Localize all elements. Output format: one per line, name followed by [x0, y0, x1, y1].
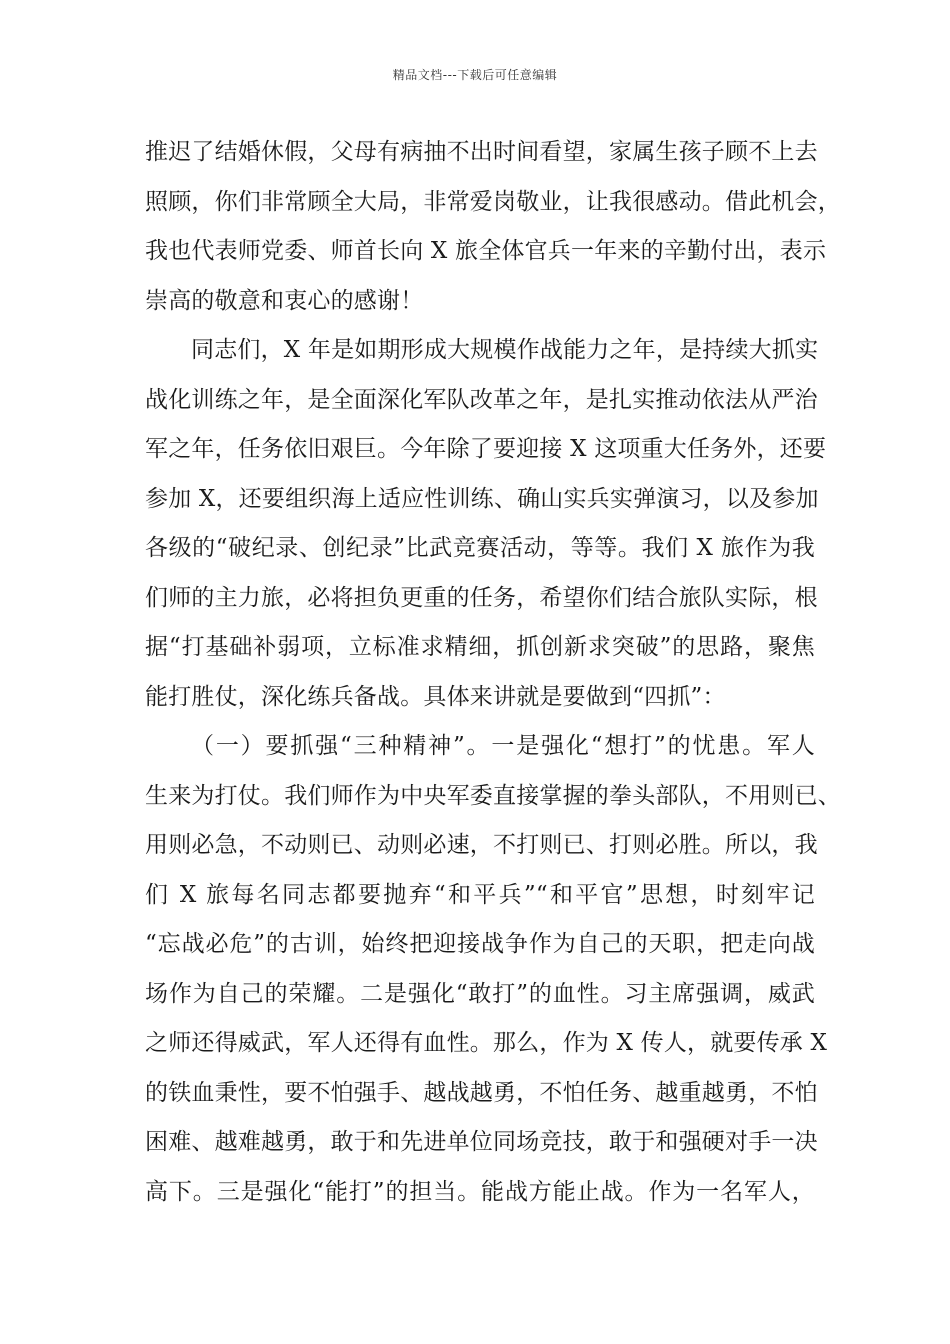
text-line: 军之年，任务依旧艰巨。今年除了要迎接 X 这项重大任务外，还要	[145, 436, 827, 462]
text-line: 用则必急，不动则已、动则必速，不打则已、打则必胜。所以，我	[145, 832, 818, 858]
text-line: 之师还得威武，军人还得有血性。那么，作为 X 传人，就要传承 X	[145, 1030, 828, 1056]
text-line: 们 X 旅每名同志都要抛弃“和平兵”“和平官”思想，时刻牢记	[145, 881, 815, 908]
text-line: 据“打基础补弱项，立标准求精细，抓创新求突破”的思路，聚焦	[145, 634, 815, 660]
body-text	[145, 128, 841, 1217]
text-line: 战化训练之年，是全面深化军队改革之年，是扎实推动依法从严治	[145, 386, 818, 413]
text-line: 的铁血秉性，要不怕强手、越战越勇，不怕任务、越重越勇，不怕	[145, 1079, 818, 1106]
text-line: 推迟了结婚休假，父母有病抽不出时间看望，家属生孩子顾不上去	[145, 139, 818, 165]
text-line: 参加 X，还要组织海上适应性训练、确山实兵实弹演习，以及参加	[145, 485, 819, 512]
text-line: “忘战必危”的古训，始终把迎接战争作为自己的天职，把走向战	[145, 931, 815, 957]
text-line: 场作为自己的荣耀。二是强化“敢打”的血性。习主席强调，威武	[145, 980, 815, 1007]
text-line: 照顾，你们非常顾全大局，非常爱岗敬业，让我很感动。借此机会，	[145, 188, 841, 215]
page-header: 精品文档---下载后可任意编辑	[392, 68, 558, 82]
text-line: 困难、越难越勇，敢于和先进单位同场竞技，敢于和强硬对手一决	[145, 1129, 818, 1155]
text-line: （一）要抓强“三种精神”。一是强化“想打”的忧患。军人	[191, 733, 815, 759]
text-line: 高下。三是强化“能打”的担当。能战方能止战。作为一名军人，	[145, 1178, 815, 1205]
text-line: 能打胜仗，深化练兵备战。具体来讲就是要做到“四抓”：	[145, 683, 726, 710]
text-line: 各级的“破纪录、创纪录”比武竞赛活动，等等。我们 X 旅作为我	[145, 535, 815, 561]
text-line: 生来为打仗。我们师作为中央军委直接掌握的拳头部队，不用则已、	[145, 782, 841, 809]
text-line: 崇高的敬意和衷心的感谢！	[145, 287, 424, 314]
text-line: 同志们，X 年是如期形成大规模作战能力之年，是持续大抓实	[191, 337, 819, 363]
text-line: 我也代表师党委、师首长向 X 旅全体官兵一年来的辛勤付出，表示	[145, 238, 827, 264]
text-line: 们师的主力旅，必将担负更重的任务，希望你们结合旅队实际，根	[145, 584, 818, 611]
